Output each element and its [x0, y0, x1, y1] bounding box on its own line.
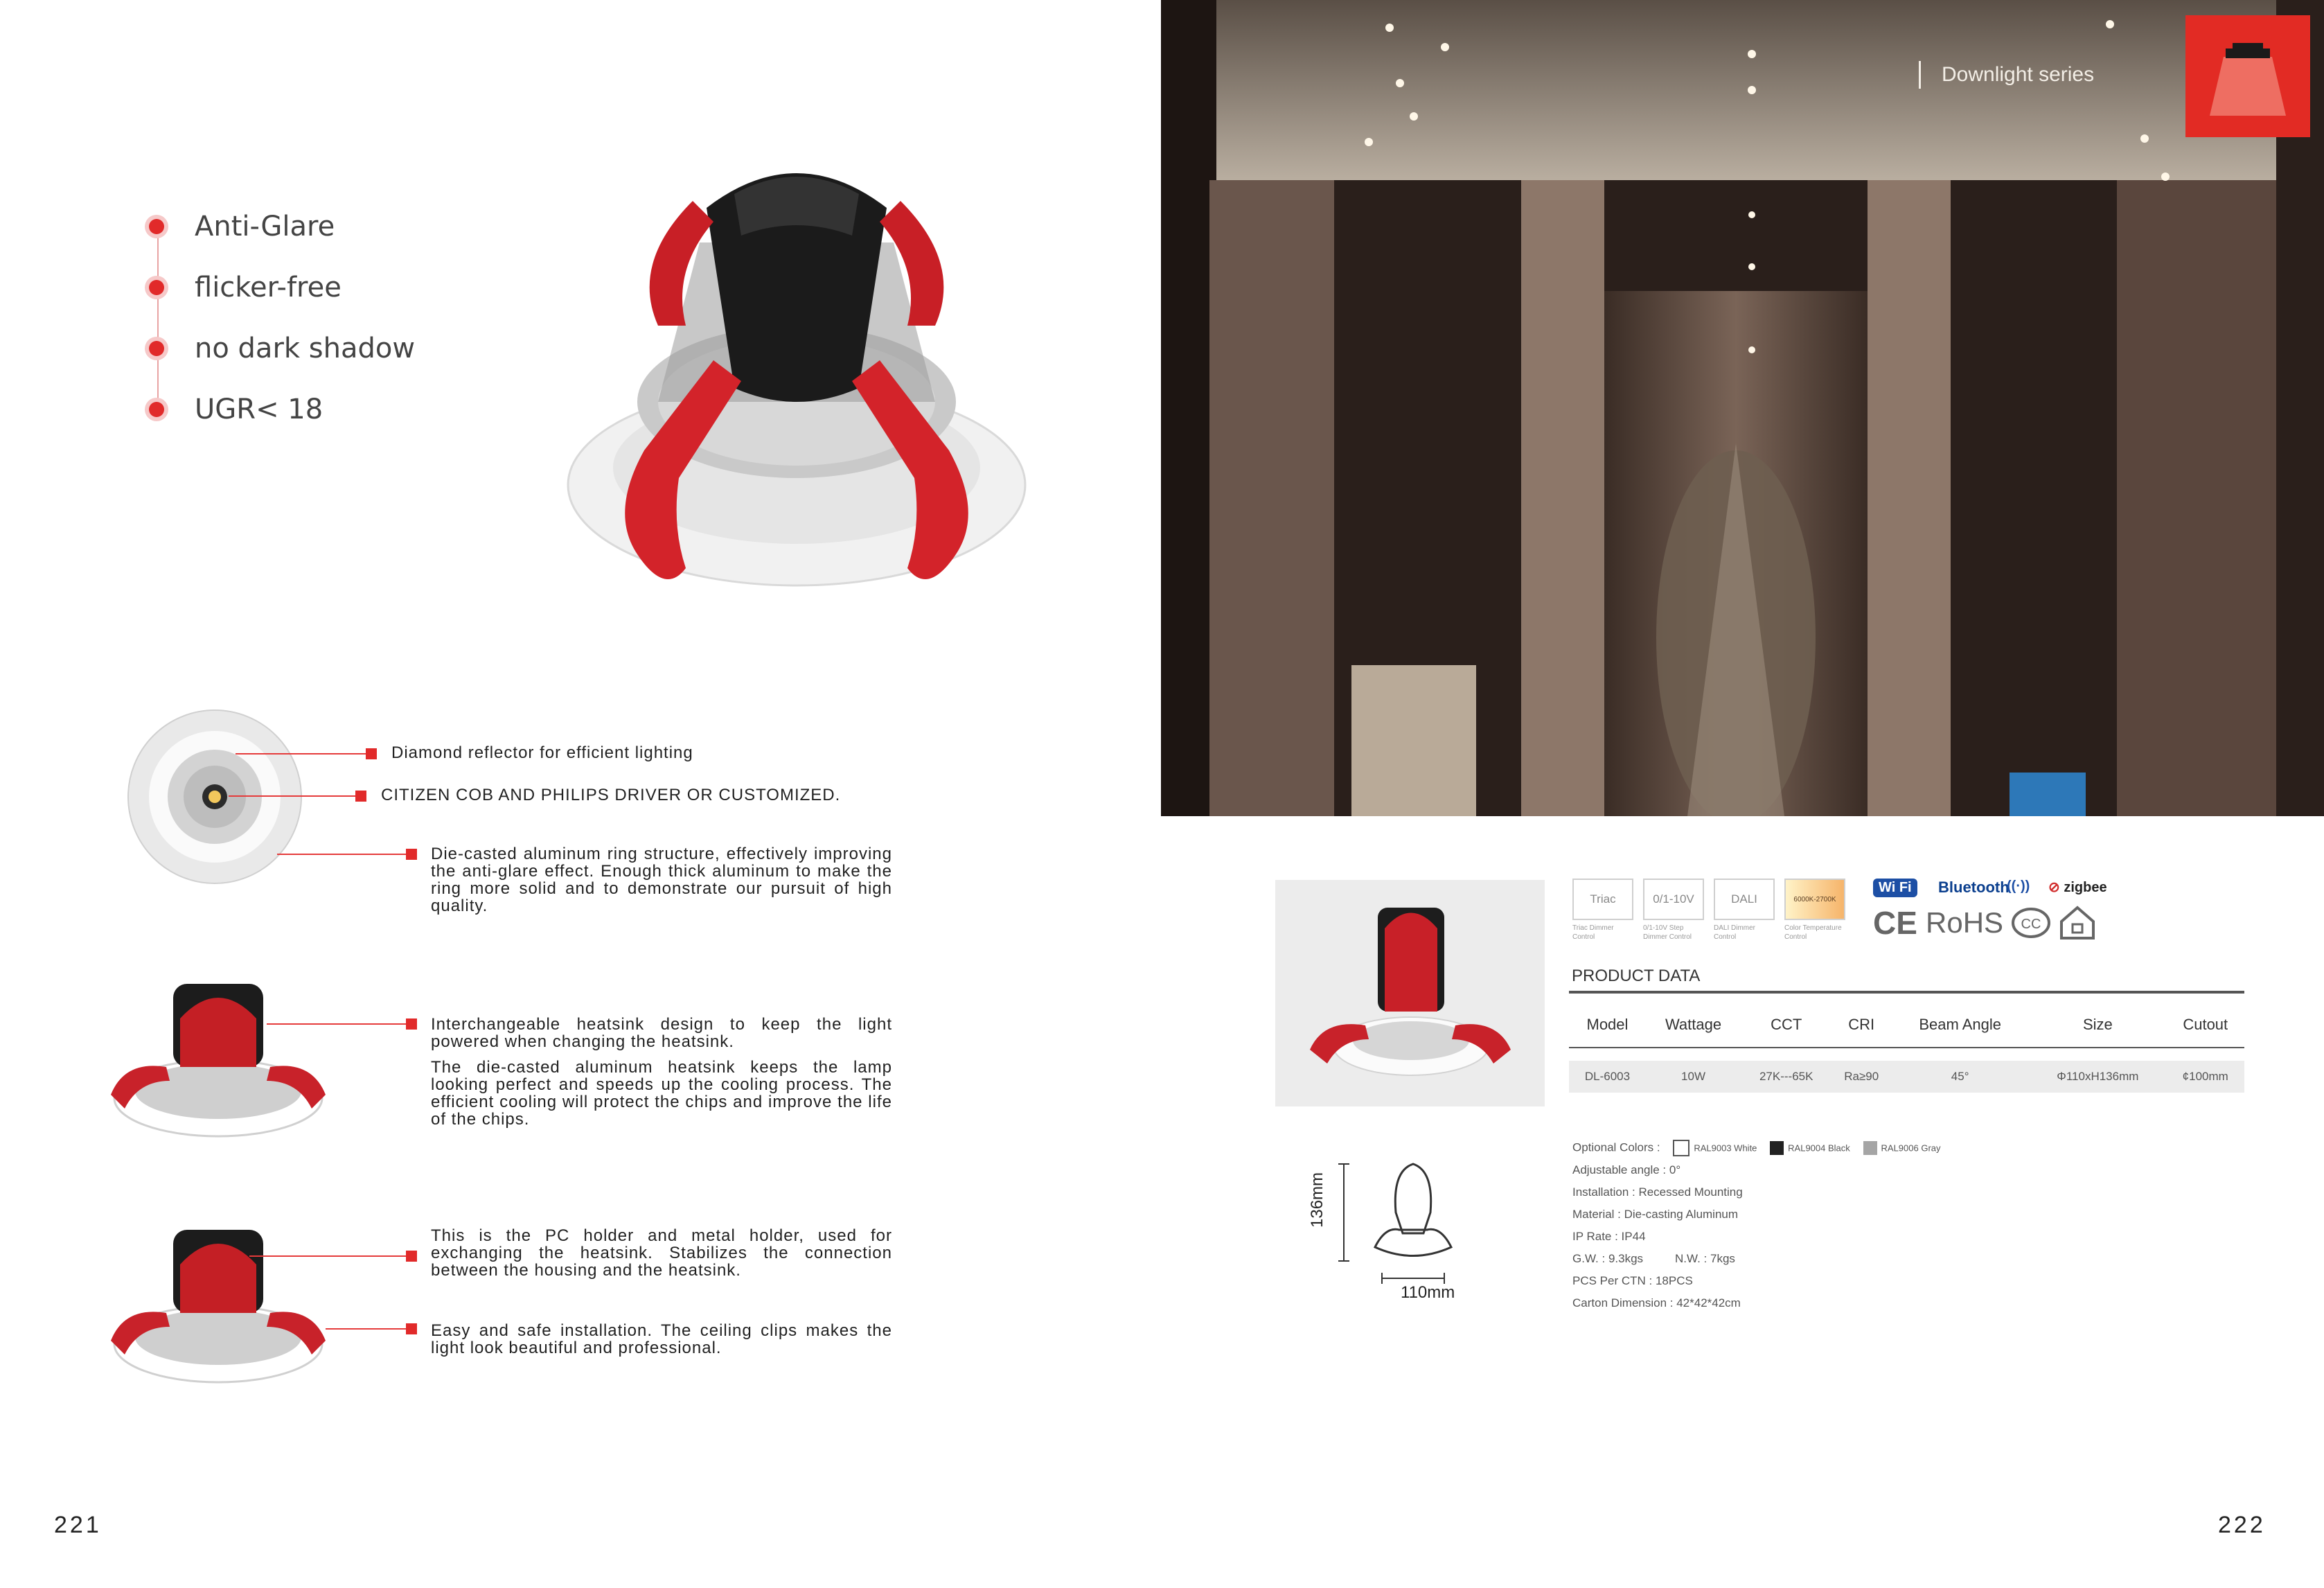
product-thumbnail: [1275, 880, 1545, 1106]
downlight-side-image: [104, 977, 332, 1157]
callout-marker-icon: [406, 849, 417, 860]
callout-line: [229, 795, 357, 797]
indoor-use-icon: [2057, 903, 2097, 941]
color-name: RAL9006 Gray: [1881, 1143, 1941, 1154]
column-header: Beam Angle: [1919, 1016, 2001, 1033]
callout-marker-icon: [406, 1018, 417, 1030]
ce-mark-icon: CE: [1873, 905, 1917, 941]
control-label: 0/1-10V: [1653, 892, 1694, 906]
width-dimension: 110mm: [1401, 1283, 1455, 1302]
callout-marker-icon: [406, 1323, 417, 1334]
product-data-table: [1569, 1000, 2244, 1093]
control-label: Triac: [1590, 892, 1616, 906]
feature-text: no dark shadow: [195, 333, 416, 364]
dimmer-010v-control-icon: [1643, 879, 1704, 920]
table-row: [1569, 1055, 2244, 1093]
downlight-hero-image: [533, 152, 1067, 624]
column-header: CCT: [1771, 1016, 1802, 1033]
feature-item: [149, 394, 323, 425]
color-swatch-black: [1770, 1141, 1784, 1155]
zigbee-label: zigbee: [2064, 880, 2107, 895]
callout-line: [249, 1255, 407, 1257]
triac-control-icon: [1572, 879, 1633, 920]
feature-item: [149, 272, 341, 303]
color-swatch-gray: [1863, 1141, 1877, 1155]
callout-citizen-cob: CITIZEN COB AND PHILIPS DRIVER OR CUSTOMIZED.: [381, 786, 841, 804]
feature-text: UGR< 18: [195, 394, 323, 425]
control-label: DALI: [1731, 892, 1757, 906]
downlight-logo-icon: [2185, 15, 2310, 137]
spec-net-weight: N.W. : 7kgs: [1675, 1252, 1735, 1265]
color-swatch-white: [1673, 1140, 1689, 1156]
control-caption: 0/1-10V Step Dimmer Control: [1643, 924, 1692, 941]
ccc-mark-icon: [2012, 908, 2050, 938]
height-dimension: 136mm: [1308, 1172, 1327, 1228]
table-cell: ¢100mm: [2167, 1055, 2245, 1093]
column-header: CRI: [1848, 1016, 1875, 1033]
control-caption: Triac Dimmer Control: [1572, 924, 1614, 941]
bullet-dot-icon: [149, 402, 164, 417]
table-cell: 27K---65K: [1741, 1055, 1831, 1093]
spec-pcs-per-carton: PCS Per CTN : 18PCS: [1572, 1274, 1693, 1287]
signal-icon: ((·)): [2007, 879, 2030, 894]
zigbee-mark-icon: ⊘: [2048, 880, 2060, 895]
callout-marker-icon: [355, 791, 366, 802]
spec-ip-rate: IP Rate : IP44: [1572, 1230, 1646, 1243]
table-cell: 45°: [1891, 1055, 2029, 1093]
feature-text: Anti-Glare: [195, 211, 335, 242]
callout-aluminum-ring: Die-casted aluminum ring structure, effectively improving the anti-glare effect. Enough thick aluminum to make the ring more solid and to demonstrate our pursuit of high quality.: [431, 845, 892, 915]
column-header: Model: [1586, 1016, 1629, 1033]
page-number-left: 221: [54, 1512, 102, 1538]
spec-material: Material : Die-casting Aluminum: [1572, 1208, 1739, 1221]
series-badge: [2185, 15, 2310, 137]
callout-heatsink-cooling: The die-casted aluminum heatsink keeps the lamp looking perfect and speeds up the cooling process. The efficient cooling will protect the chips and improve the life of the chips.: [431, 1058, 892, 1129]
rohs-mark-icon: RoHS: [1926, 906, 2004, 939]
callout-marker-icon: [406, 1251, 417, 1262]
page-number-right: 222: [2218, 1512, 2266, 1538]
colors-label: Optional Colors :: [1572, 1140, 1660, 1154]
callout-installation: Easy and safe installation. The ceiling clips makes the light look beautiful and professional.: [431, 1321, 892, 1357]
callout-line: [277, 854, 407, 855]
bluetooth-icon: Bluetooth: [1938, 879, 2010, 896]
series-label: Downlight series: [1919, 61, 2094, 89]
column-header: Size: [2082, 1016, 2113, 1033]
feature-item: [149, 211, 335, 242]
control-caption: DALI Dimmer Control: [1714, 924, 1756, 941]
color-name: RAL9003 White: [1694, 1143, 1757, 1154]
spec-gross-weight: G.W. : 9.3kgs: [1572, 1252, 1644, 1265]
callout-marker-icon: [366, 748, 377, 759]
table-cell: Ra≥90: [1831, 1055, 1891, 1093]
callout-line: [267, 1023, 407, 1025]
table-header-rule: [1569, 1047, 2244, 1048]
interior-scene-image: [1161, 0, 2324, 816]
reflector-front-image: [125, 707, 305, 887]
zigbee-icon: [2048, 879, 2107, 896]
column-header: Wattage: [1665, 1016, 1722, 1033]
callout-pc-holder: This is the PC holder and metal holder, used for exchanging the heatsink. Stabilizes the connection between the housing and the heatsink.: [431, 1226, 892, 1280]
bullet-dot-icon: [149, 219, 164, 234]
spec-adjustable-angle: Adjustable angle : 0°: [1572, 1163, 1681, 1176]
product-thumbnail-image: [1275, 880, 1545, 1106]
interior-photo: [1161, 0, 2324, 816]
color-temperature-control-icon: [1784, 879, 1845, 920]
callout-heatsink-design: Interchangeable heatsink design to keep the light powered when changing the heatsink.: [431, 1015, 892, 1051]
svg-text:CC: CC: [2021, 917, 2041, 932]
feature-item: [149, 333, 415, 364]
dimension-drawing: [1330, 1157, 1489, 1303]
callout-line: [236, 753, 367, 755]
feature-text: flicker-free: [195, 272, 341, 303]
feature-connector-line: [157, 220, 159, 407]
table-top-rule: [1569, 991, 2244, 994]
spec-installation: Installation : Recessed Mounting: [1572, 1185, 1743, 1199]
bullet-dot-icon: [149, 341, 164, 356]
callout-line: [326, 1328, 407, 1330]
wifi-icon: Wi Fi: [1873, 879, 1917, 897]
table-cell: DL-6003: [1569, 1055, 1646, 1093]
downlight-side-image: [104, 1223, 332, 1403]
dali-control-icon: [1714, 879, 1775, 920]
product-data-title: PRODUCT DATA: [1572, 967, 1701, 985]
color-name: RAL9004 Black: [1788, 1143, 1850, 1154]
table-cell: 10W: [1646, 1055, 1741, 1093]
control-label: 6000K-2700K: [1793, 895, 1836, 903]
bullet-dot-icon: [149, 280, 164, 295]
control-caption: Color Temperature Control: [1784, 924, 1842, 941]
column-header: Cutout: [2183, 1016, 2228, 1033]
table-cell: Φ110xH136mm: [2029, 1055, 2166, 1093]
optional-colors: [1572, 1140, 1941, 1156]
callout-diamond-reflector: Diamond reflector for efficient lighting: [391, 743, 693, 762]
spec-carton-dimension: Carton Dimension : 42*42*42cm: [1572, 1296, 1741, 1309]
